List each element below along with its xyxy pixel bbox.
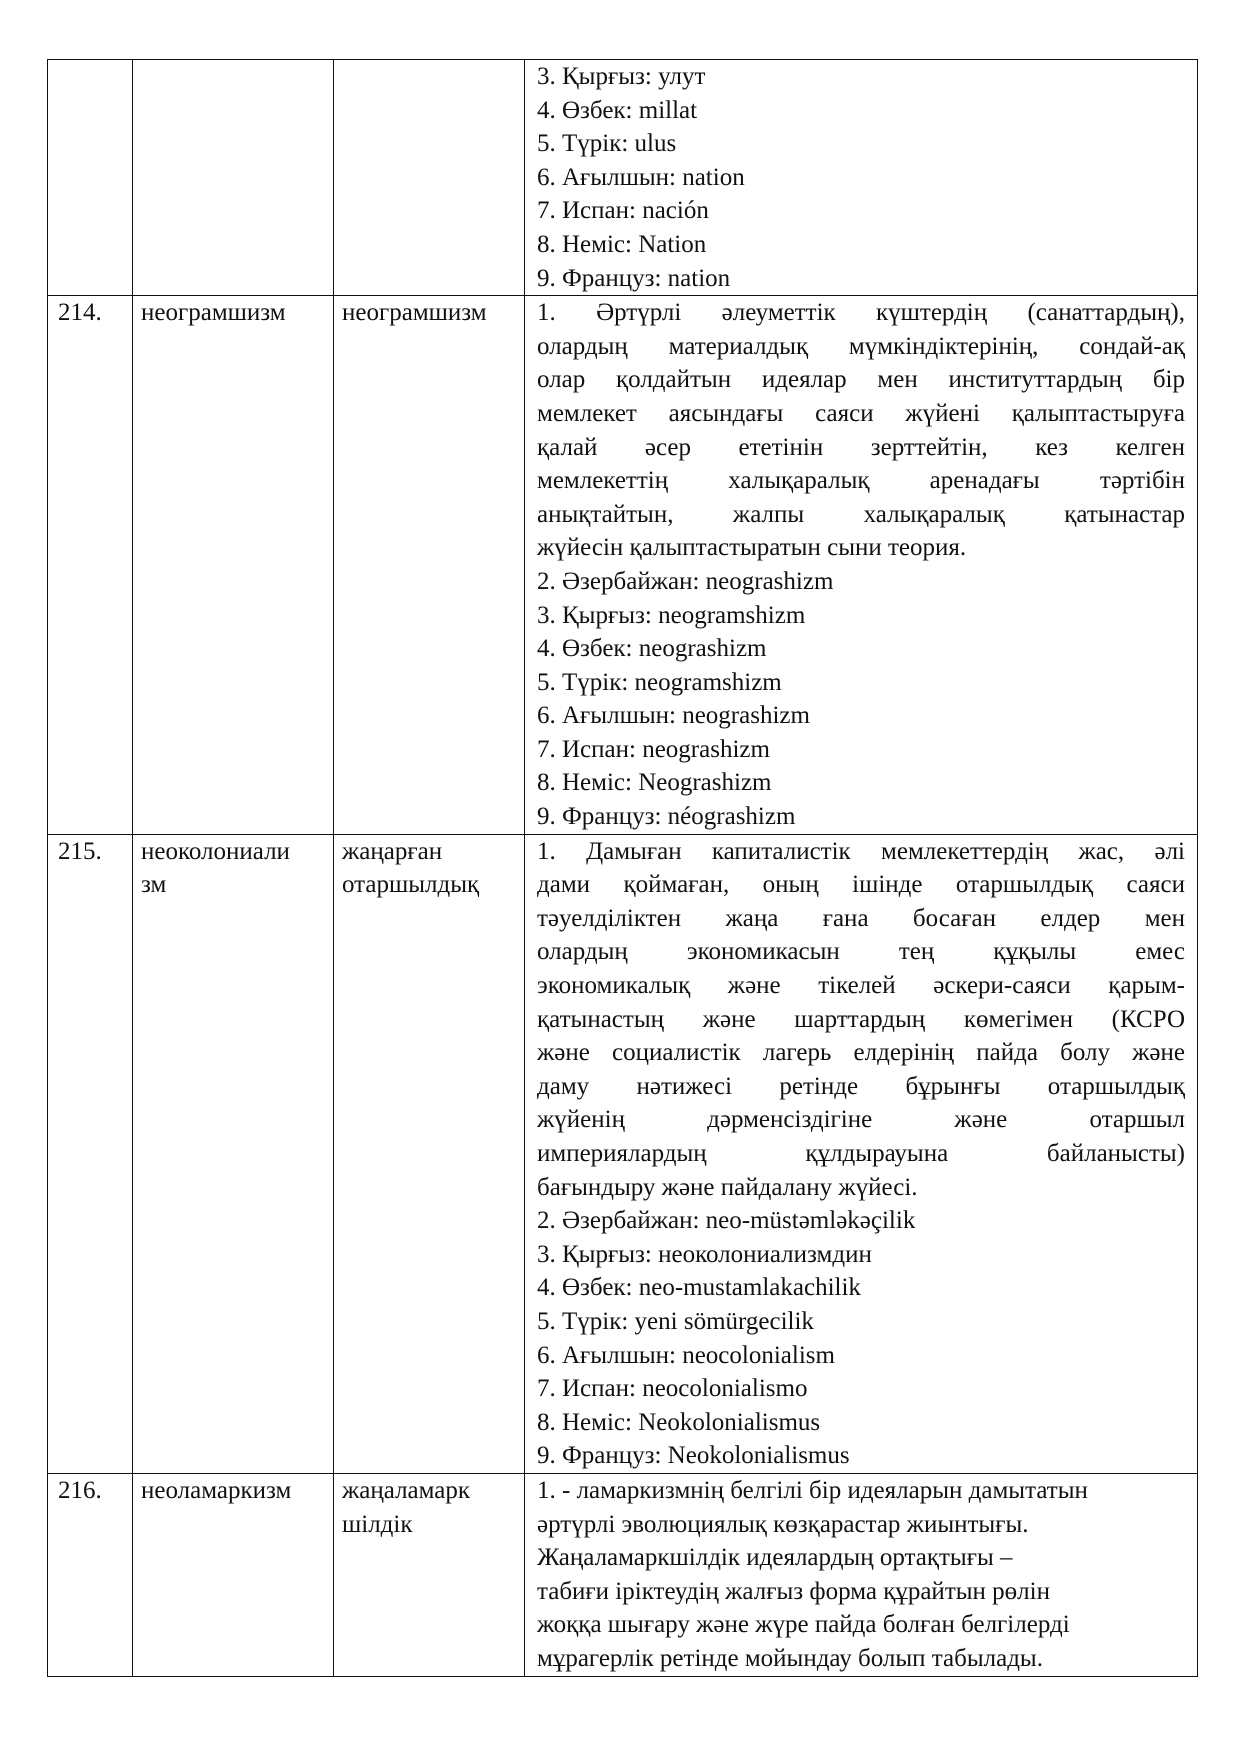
- definition-line: 7. Испан: nación: [537, 197, 709, 225]
- definition-line: 6. Ағылшын: neograshizm: [537, 702, 810, 730]
- table-row: [48, 296, 1198, 835]
- definition-line: 3. Қырғыз: неоколониализмдин: [537, 1240, 872, 1268]
- definition-line: мемлекет аясындағы саяси жүйені қалыптастыруға: [537, 399, 1185, 427]
- definition-line: олардың материалдық мүмкіндіктерінің, сондай-ақ: [537, 332, 1185, 360]
- definition-line: 1. - ламаркизмнің белгілі бір идеяларын дамытатын: [537, 1476, 1088, 1504]
- entry-number: 215.: [58, 837, 102, 865]
- translation-line: шілдік: [342, 1510, 413, 1538]
- definition-line: анықтайтын, жалпы халықаралық қатынастар: [537, 500, 1185, 528]
- definition-cell: [525, 1473, 1198, 1676]
- entry-number-cell: [48, 1473, 133, 1676]
- term-cell: [133, 834, 334, 1473]
- definition-line: 4. Өзбек: neo-mustamlakachilik: [537, 1274, 861, 1302]
- entry-number: 216.: [58, 1476, 102, 1504]
- definition-line: табиғи іріктеудің жалғыз форма құрайтын рөлін: [537, 1577, 1050, 1605]
- definition-line: 9. Француз: Neokolonialismus: [537, 1442, 850, 1470]
- term-line: зм: [141, 871, 167, 899]
- term-line: неограмшизм: [141, 299, 286, 327]
- table-row: [48, 1473, 1198, 1676]
- translation-line: отаршылдық: [342, 871, 480, 899]
- definition-line: 3. Қырғыз: улут: [537, 63, 706, 90]
- term-line: неоламаркизм: [141, 1476, 292, 1504]
- definition-line: 1. Дамыған капиталистік мемлекеттердің жас, әлі: [537, 837, 1185, 865]
- definition-line: жүйесін қалыптастыратын сыни теория.: [537, 534, 967, 562]
- kazakh-translation-cell: [334, 1473, 525, 1676]
- entry-number-cell: [48, 296, 133, 835]
- definition-line: 9. Француз: néograshizm: [537, 803, 796, 831]
- definition-line: әртүрлі эволюциялық көзқарастар жиынтығы.: [537, 1510, 1029, 1538]
- entry-number-cell: [48, 60, 133, 296]
- definition-line: қатынастың және шарттардың көмегімен (КСРО: [537, 1005, 1185, 1033]
- definition-line: 5. Түрік: ulus: [537, 130, 677, 158]
- definition-line: тәуелділіктен жаңа ғана босаған елдер мен: [537, 904, 1185, 932]
- kazakh-translation-cell: [334, 60, 525, 296]
- definition-line: 9. Француз: nation: [537, 264, 731, 292]
- definition-line: олардың экономикасын тең құқылы емес: [537, 938, 1185, 966]
- definition-line: және социалистік лагерь елдерінің пайда болу және: [537, 1039, 1185, 1067]
- term-line: неоколониали: [141, 837, 290, 865]
- definition-line: 5. Түрік: yeni sömürgecilik: [537, 1307, 814, 1335]
- definition-line: жоққа шығару және жүре пайда болған белгілерді: [537, 1611, 1070, 1639]
- entry-number-cell: [48, 834, 133, 1473]
- definition-line: 6. Ағылшын: nation: [537, 163, 745, 191]
- definition-line: 8. Неміс: Neograshizm: [537, 769, 772, 797]
- definition-line: экономикалық және тікелей әскери-саяси қарым-: [537, 972, 1185, 1000]
- definition-line: 5. Түрік: neogramshizm: [537, 668, 782, 696]
- definition-line: 7. Испан: neograshizm: [537, 735, 770, 763]
- definition-line: 2. Әзербайжан: neograshizm: [537, 567, 834, 595]
- translation-line: жаңарған: [342, 837, 443, 865]
- definition-line: мұрагерлік ретінде мойындау болып табылады.: [537, 1644, 1043, 1672]
- definition-line: дами қоймаған, оның ішінде отаршылдық саяси: [537, 871, 1185, 899]
- definition-line: даму нәтижесі ретінде бұрынғы отаршылдық: [537, 1072, 1185, 1100]
- term-cell: [133, 1473, 334, 1676]
- definition-line: 6. Ағылшын: neocolonialism: [537, 1341, 835, 1369]
- definition-line: 8. Неміс: Neokolonialismus: [537, 1408, 821, 1436]
- definition-line: жүйенің дәрменсіздігіне және отаршыл: [537, 1106, 1185, 1134]
- definition-line: Жаңаламаркшілдік идеялардың ортақтығы –: [537, 1544, 1013, 1572]
- definition-cell: [525, 296, 1198, 835]
- entry-number: 214.: [58, 299, 102, 327]
- definition-cell: [525, 834, 1198, 1473]
- definition-line: 8. Неміс: Nation: [537, 230, 707, 258]
- kazakh-translation-cell: [334, 296, 525, 835]
- translation-line: неограмшизм: [342, 299, 487, 327]
- definition-line: қалай әсер ететінін зерттейтін, кез келген: [537, 433, 1185, 461]
- kazakh-translation-cell: [334, 834, 525, 1473]
- terminology-table: [47, 59, 1198, 1677]
- table-row: [48, 834, 1198, 1473]
- definition-line: 1. Әртүрлі әлеуметтік күштердің (санаттардың),: [537, 299, 1185, 327]
- definition-line: олар қолдайтын идеялар мен институттардың бір: [537, 366, 1185, 394]
- definition-line: 4. Өзбек: millat: [537, 96, 698, 124]
- definition-line: 2. Әзербайжан: neo-müstəmləkəçilik: [537, 1207, 916, 1235]
- definition-line: бағындыру және пайдалану жүйесі.: [537, 1173, 918, 1201]
- table-row: [48, 60, 1198, 296]
- definition-cell: [525, 60, 1198, 296]
- definition-line: 3. Қырғыз: neogramshizm: [537, 601, 806, 629]
- definition-line: мемлекеттің халықаралық аренадағы тәртібін: [537, 467, 1185, 495]
- table-body: [48, 60, 1198, 1677]
- definition-line: 4. Өзбек: neograshizm: [537, 635, 767, 663]
- term-cell: [133, 296, 334, 835]
- term-cell: [133, 60, 334, 296]
- definition-line: 7. Испан: neocolonialismo: [537, 1375, 808, 1403]
- definition-line: империялардың құлдырауына байланысты): [537, 1140, 1185, 1167]
- translation-line: жаңаламарк: [342, 1476, 471, 1504]
